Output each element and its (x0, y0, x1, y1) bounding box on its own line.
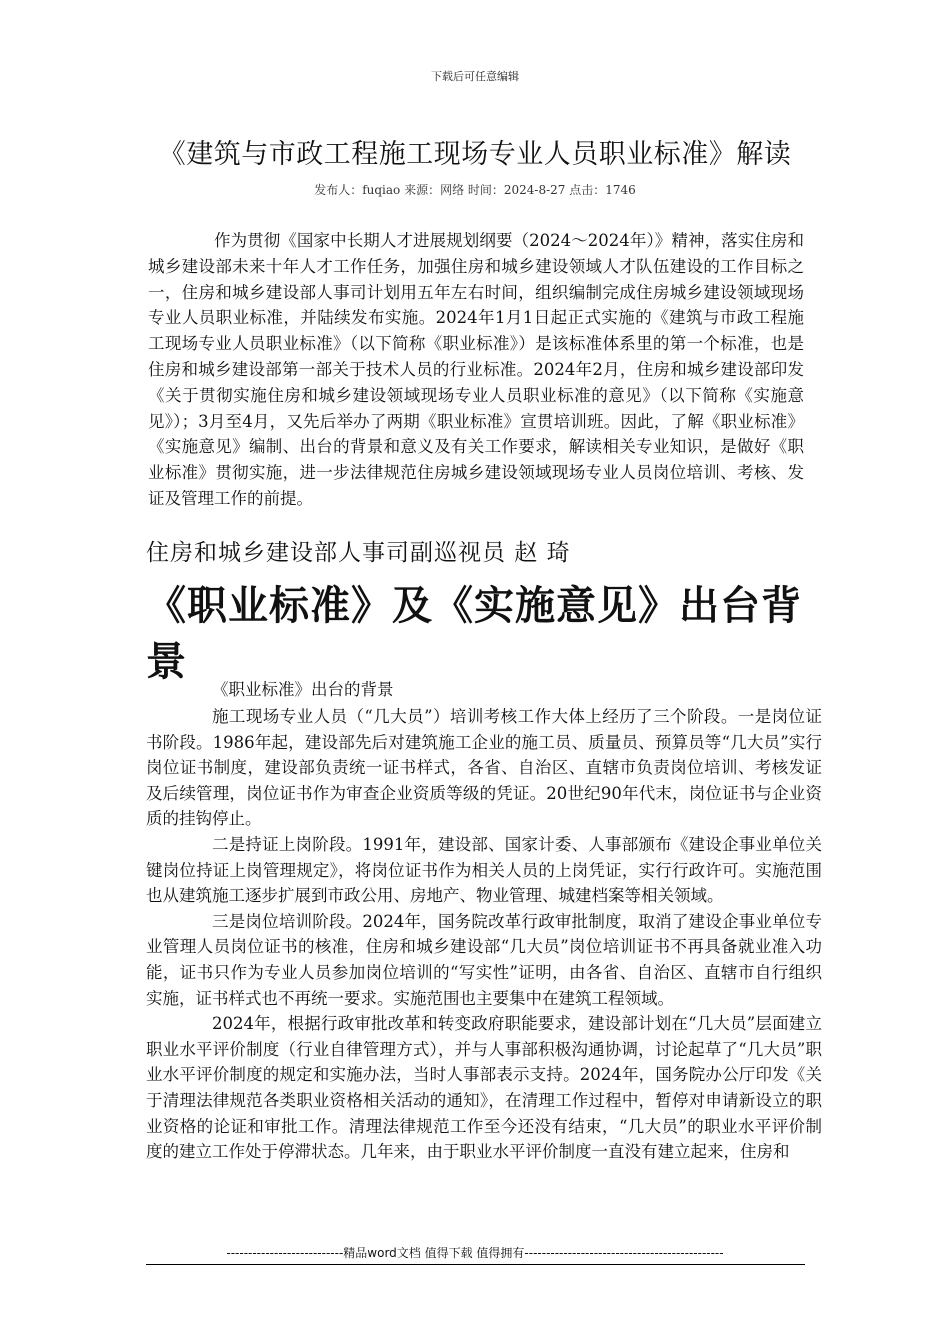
intro-paragraph: 作为贯彻《国家中长期人才进展规划纲要（2024～2024年）》精神，落实住房和城乡建设部未来十年人才工作任务，加强住房和城乡建设领域人才队伍建设的工作目标之一，住房和城乡建设部人事司计划用五年左右时间，组织编制完成住房城乡建设领域现场专业人员职业标准，并陆续发布实施。2024年1月1日起正式实施的《建筑与市政工程施工现场专业人员职业标准》（以下简称《职业标准》）是该标准体系里的第一个标准，也是住房和城乡建设部第一部关于技术人员的行业标准。2024年2月，住房和城乡建设部印发《关于贯彻实施住房和城乡建设领域现场专业人员职业标准的意见》（以下简称《实施意见》）；3月至4月，又先后举办了两期《职业标准》宣贯培训班。因此，了解《职业标准》《实施意见》编制、出台的背景和意义及有关工作要求，解读相关专业知识，是做好《职业标准》贯彻实施，进一步法律规范住房城乡建设领域现场专业人员岗位培训、考核、发证及管理工作的前提。 (148, 231, 804, 508)
body-paragraph: 三是岗位培训阶段。2024年，国务院改革行政审批制度，取消了建设企事业单位专业管理人员岗位证书的核准，住房和城乡建设部“几大员”岗位培训证书不再具备就业准入功能，证书只作为专业人员参加岗位培训的“写实性”证明，由各省、自治区、直辖市自行组织实施，证书样式也不再统一要求。实施范围也主要集中在建筑工程领域。 (146, 911, 822, 1008)
header-note: 下载后可任意编辑 (431, 70, 519, 83)
article-title: 《建筑与市政工程施工现场专业人员职业标准》解读 (158, 139, 792, 170)
author-line: 住房和城乡建设部人事司副巡视员 赵 琦 (146, 540, 571, 566)
body-text (146, 704, 822, 1165)
subheading: 《职业标准》出台的背景 (212, 680, 394, 699)
body-paragraph: 2024年，根据行政审批改革和转变政府职能要求，建设部计划在“几大员”层面建立职业水平评价制度（行业自律管理方式），并与人事部积极沟通协调，讨论起草了“几大员”职业水平评价制度的规定和实施办法，当时人事部表示支持。2024年，国务院办公厅印发《关于清理法律规范各类职业资格相关活动的通知》，在清理工作过程中，暂停对申请新设立的职业资格的论证和审批工作。清理法律规范工作至今还没有结束，“几大员”的职业水平评价制度的建立工作处于停滞状态。几年来，由于职业水平评价制度一直没有建立起来，住房和 (146, 1014, 822, 1162)
body-paragraph: 施工现场专业人员（“几大员”）培训考核工作大体上经历了三个阶段。一是岗位证书阶段。1986年起，建设部先后对建筑施工企业的施工员、质量员、预算员等“几大员”实行岗位证书制度，建设部负责统一证书样式，各省、自治区、直辖市负责岗位培训、考核发证及后续管理，岗位证书作为审查企业资质等级的凭证。20世纪90年代末，岗位证书与企业资质的挂钩停止。 (146, 707, 822, 829)
footer-text: ---------------------------精品word文档 值得下载 值得拥有---------------------------------------------- (226, 1246, 724, 1260)
body-paragraph: 二是持证上岗阶段。1991年，建设部、国家计委、人事部颁布《建设企事业单位关键岗位持证上岗管理规定》，将岗位证书作为相关人员的上岗凭证，实行行政许可。实施范围也从建筑施工逐步扩展到市政公用、房地产、物业管理、城建档案等相关领域。 (146, 834, 822, 906)
article-meta: 发布人：fuqiao 来源：网络 时间：2024-8-27 点击：1746 (314, 183, 636, 197)
section-heading: 《职业标准》及《实施意见》出台背景 (146, 582, 802, 685)
footer-divider (146, 1264, 805, 1265)
